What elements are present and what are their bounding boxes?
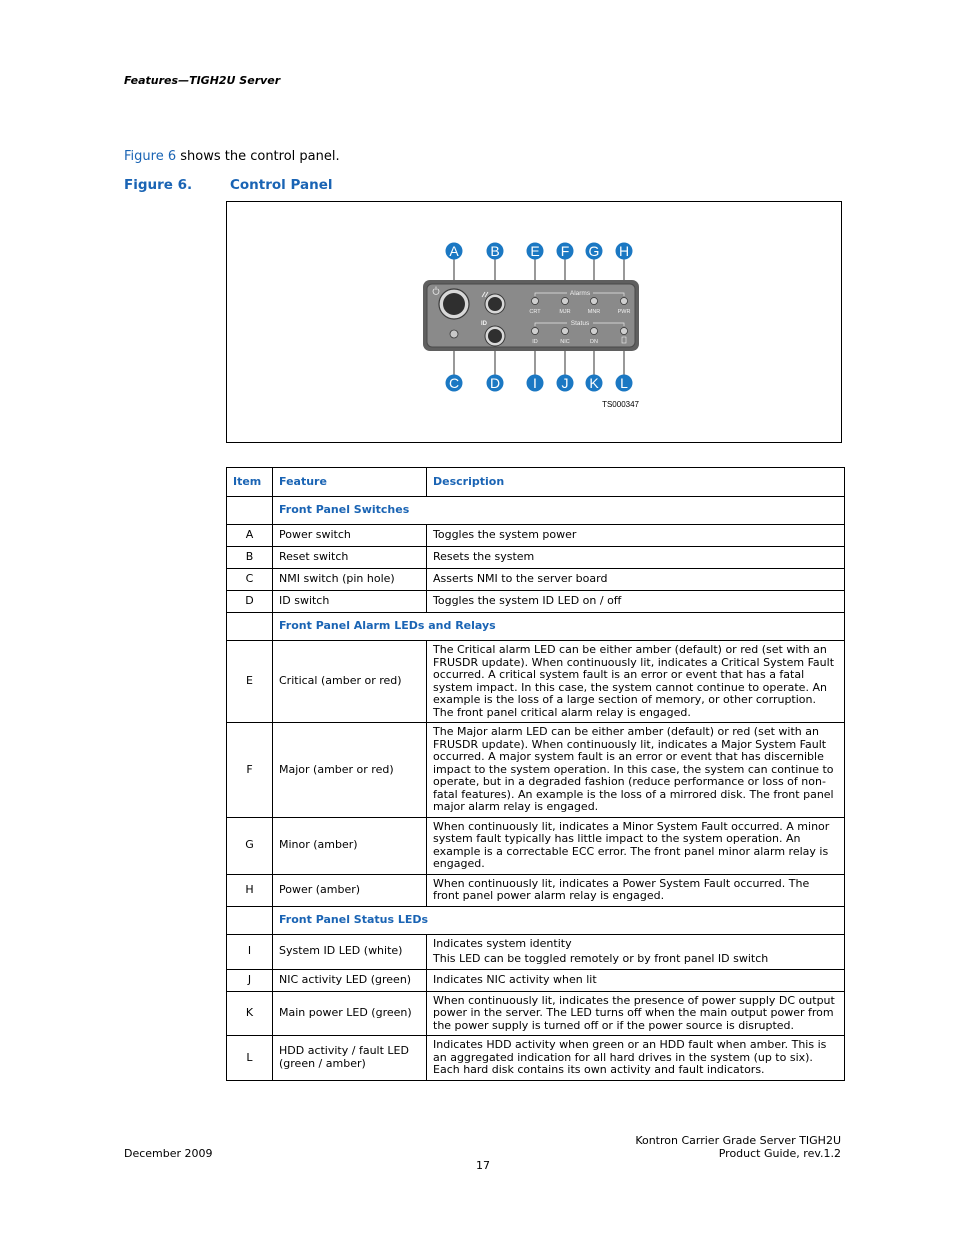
cell-item: G bbox=[227, 817, 273, 874]
cell-description: Resets the system bbox=[427, 547, 845, 569]
callout-j-label: J bbox=[561, 375, 569, 391]
cell-feature: ID switch bbox=[273, 591, 427, 613]
table-row bbox=[227, 547, 845, 569]
control-panel-feature-table bbox=[226, 467, 845, 1081]
cell-description: When continuously lit, indicates a Power System Fault occurred. The front panel power alarm relay is engaged. bbox=[427, 874, 845, 906]
led-label-mjr: MJR bbox=[559, 309, 571, 315]
cell-feature: NIC activity LED (green) bbox=[273, 969, 427, 991]
control-panel-illustration bbox=[227, 202, 841, 442]
status-group-label: Status bbox=[570, 320, 590, 327]
section-spacer bbox=[227, 906, 273, 934]
table-row bbox=[227, 591, 845, 613]
running-header: Features—TIGH2U Server bbox=[124, 74, 281, 87]
section-title: Front Panel Switches bbox=[273, 497, 845, 525]
table-row bbox=[227, 969, 845, 991]
led-dn bbox=[591, 328, 598, 335]
cell-item: D bbox=[227, 591, 273, 613]
footer-date: December 2009 bbox=[124, 1147, 213, 1160]
figure-caption bbox=[124, 177, 333, 193]
callout-h-label: H bbox=[618, 243, 630, 259]
led-label-nic: NIC bbox=[560, 339, 570, 345]
led-crt bbox=[532, 298, 539, 305]
footer-product-line: Kontron Carrier Grade Server TIGH2U bbox=[635, 1134, 841, 1147]
intro-paragraph bbox=[124, 149, 340, 164]
cell-description bbox=[427, 934, 845, 969]
table-header-row bbox=[227, 468, 845, 497]
cell-description-line: This LED can be toggled remotely or by front panel ID switch bbox=[433, 952, 769, 965]
table-row bbox=[227, 525, 845, 547]
cell-item: J bbox=[227, 969, 273, 991]
figure-link[interactable]: Figure 6 bbox=[124, 149, 177, 164]
table-row bbox=[227, 1036, 845, 1081]
section-spacer bbox=[227, 613, 273, 641]
section-title: Front Panel Status LEDs bbox=[273, 906, 845, 934]
cell-feature: HDD activity / fault LED (green / amber) bbox=[273, 1036, 427, 1081]
table-row bbox=[227, 817, 845, 874]
callout-e-label: E bbox=[530, 243, 540, 259]
cell-feature: Minor (amber) bbox=[273, 817, 427, 874]
led-mjr bbox=[562, 298, 569, 305]
cell-description: When continuously lit, indicates a Minor System Fault occurred. A minor system fault typically has little impact to the system operation. An example is a correctable ECC error. The front panel minor alarm relay is engaged. bbox=[427, 817, 845, 874]
callout-d-label: D bbox=[489, 375, 501, 391]
figure-image-id: TS000347 bbox=[602, 400, 639, 409]
callout-a-label: A bbox=[449, 243, 459, 259]
figure-title: Control Panel bbox=[230, 177, 333, 193]
cell-item: A bbox=[227, 525, 273, 547]
id-button[interactable] bbox=[485, 326, 505, 346]
callout-c-label: C bbox=[448, 375, 460, 391]
table-row bbox=[227, 569, 845, 591]
led-mnr bbox=[591, 298, 598, 305]
cell-feature: NMI switch (pin hole) bbox=[273, 569, 427, 591]
cell-feature: Main power LED (green) bbox=[273, 991, 427, 1036]
cell-item: L bbox=[227, 1036, 273, 1081]
footer-product-line: Product Guide, rev.1.2 bbox=[718, 1147, 841, 1160]
cell-description: Indicates NIC activity when lit bbox=[427, 969, 845, 991]
col-header-feature: Feature bbox=[273, 468, 427, 497]
cell-description: Toggles the system ID LED on / off bbox=[427, 591, 845, 613]
led-label-pwr: PWR bbox=[617, 309, 631, 315]
col-header-description: Description bbox=[427, 468, 845, 497]
cell-item: E bbox=[227, 641, 273, 723]
cell-feature: Power (amber) bbox=[273, 874, 427, 906]
led-label-mnr: MNR bbox=[587, 309, 601, 315]
cell-item: K bbox=[227, 991, 273, 1036]
reset-button[interactable] bbox=[485, 294, 505, 314]
callout-k-label: K bbox=[589, 375, 599, 391]
cell-item: B bbox=[227, 547, 273, 569]
led-nic bbox=[562, 328, 569, 335]
callout-b-label: B bbox=[490, 243, 500, 259]
cell-item: C bbox=[227, 569, 273, 591]
nmi-pinhole[interactable] bbox=[450, 330, 458, 338]
alarms-group-label: Alarms bbox=[569, 290, 591, 297]
cell-feature: Critical (amber or red) bbox=[273, 641, 427, 723]
cell-item: I bbox=[227, 934, 273, 969]
section-row bbox=[227, 613, 845, 641]
led-label-crt: CRT bbox=[529, 309, 541, 315]
section-row bbox=[227, 497, 845, 525]
table-row bbox=[227, 991, 845, 1036]
cell-description: When continuously lit, indicates the presence of power supply DC output power in the server. The LED turns off when the main output power from the power supply is turned off or if the power source is disrupted. bbox=[427, 991, 845, 1036]
cell-item: H bbox=[227, 874, 273, 906]
cell-feature: System ID LED (white) bbox=[273, 934, 427, 969]
callout-f-label: F bbox=[560, 243, 570, 259]
led-hdd bbox=[621, 328, 628, 335]
led-pwr bbox=[621, 298, 628, 305]
footer-product bbox=[635, 1134, 841, 1160]
callout-l-label: L bbox=[620, 375, 628, 391]
cell-description: The Major alarm LED can be either amber (default) or red (set with an FRUSDR update). When continuously lit, indicates a Major System Fault occurred. A major system fault is an error or event that has discernible impact to the system operation. In this case, the system can continue to operate, but in a degraded fashion (reduce performance or loss of non-fatal features). An example is the loss of a mirrored disk. The front panel major alarm relay is engaged. bbox=[427, 723, 845, 818]
cell-feature: Reset switch bbox=[273, 547, 427, 569]
table-row bbox=[227, 874, 845, 906]
cell-description: The Critical alarm LED can be either amber (default) or red (set with an FRUSDR update). When continuously lit, indicates a Critical System Fault occurred. A critical system fault is an error or event that has a fatal system impact. In this case, the system cannot continue to operate. An example is the loss of a large section of memory, or other corruption. The front panel critical alarm relay is engaged. bbox=[427, 641, 845, 723]
section-spacer bbox=[227, 497, 273, 525]
figure-number: Figure 6. bbox=[124, 177, 193, 193]
cell-description-line: Indicates system identity bbox=[433, 936, 572, 950]
page-number: 17 bbox=[476, 1159, 490, 1172]
power-button[interactable] bbox=[439, 289, 469, 319]
cell-feature: Major (amber or red) bbox=[273, 723, 427, 818]
cell-item: F bbox=[227, 723, 273, 818]
cell-description: Indicates HDD activity when green or an HDD fault when amber. This is an aggregated indication for all hard drives in the system (up to six). Each hard disk contains its own activity and fault indicators. bbox=[427, 1036, 845, 1081]
id-button-label: ID bbox=[481, 321, 487, 327]
table-row bbox=[227, 641, 845, 723]
section-title: Front Panel Alarm LEDs and Relays bbox=[273, 613, 845, 641]
cell-feature: Power switch bbox=[273, 525, 427, 547]
led-label-id: ID bbox=[532, 339, 538, 345]
cell-description: Toggles the system power bbox=[427, 525, 845, 547]
led-label-dn: DN bbox=[590, 339, 598, 345]
section-row bbox=[227, 906, 845, 934]
intro-text: shows the control panel. bbox=[176, 149, 340, 164]
col-header-item: Item bbox=[227, 468, 273, 497]
table-row bbox=[227, 723, 845, 818]
table-row bbox=[227, 934, 845, 969]
callout-i-label: I bbox=[533, 375, 537, 391]
led-id bbox=[532, 328, 539, 335]
callout-g-label: G bbox=[588, 243, 600, 259]
cell-description: Asserts NMI to the server board bbox=[427, 569, 845, 591]
control-panel-figure bbox=[226, 201, 842, 443]
